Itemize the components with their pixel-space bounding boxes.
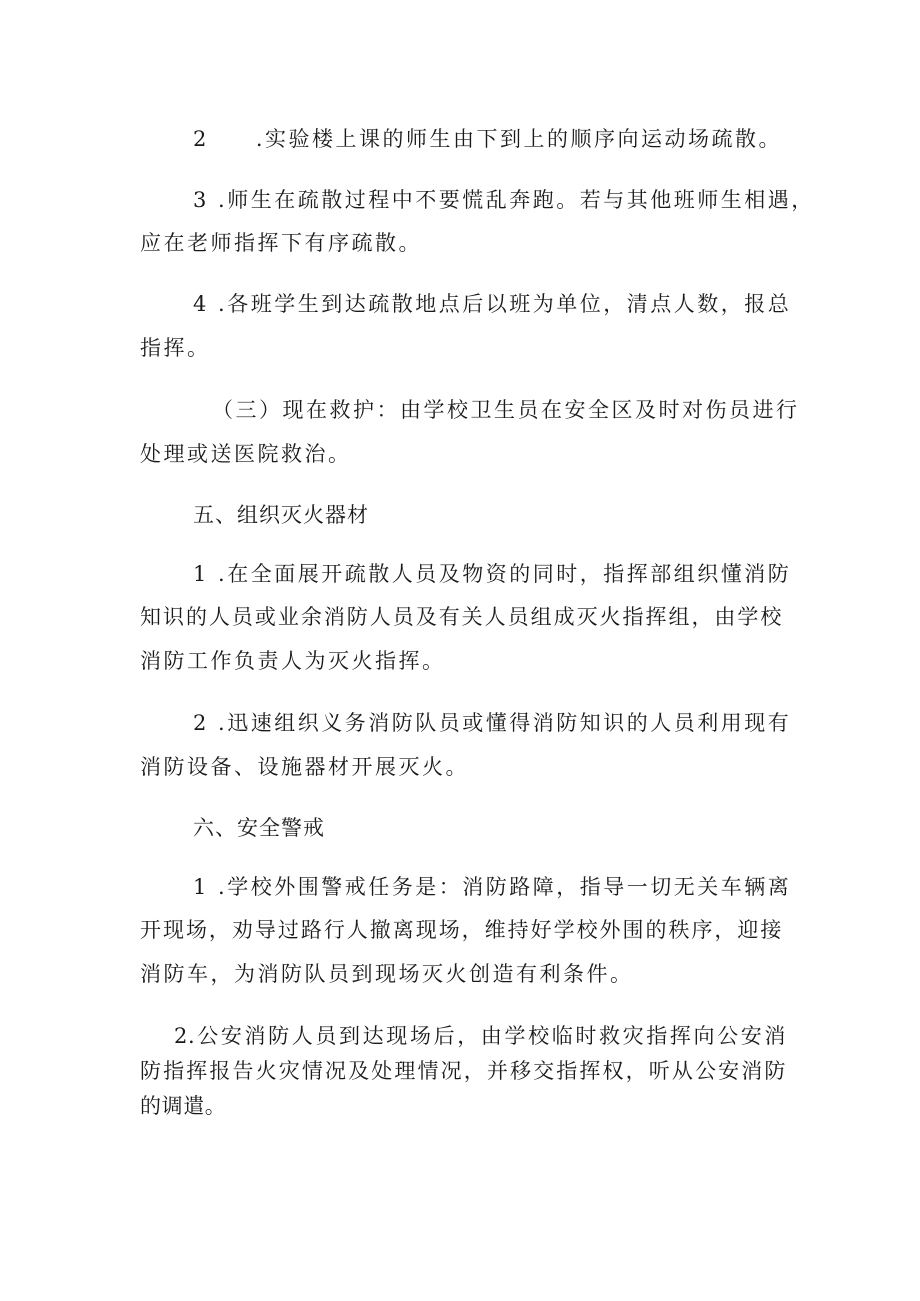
s6-item-2-line-1: 2.公安消防人员到达现场后，由学校临时救灾指挥向公安消	[174, 1024, 786, 1048]
s5-item-1-line-2: 知识的人员或业余消防人员及有关人员组成灭火指挥组，由学校	[140, 605, 783, 629]
item-3-line-2: 应在老师指挥下有序疏散。	[140, 231, 422, 255]
item-4-line-2: 指挥。	[140, 336, 211, 360]
item-2-lab-evacuation: 2 .实验楼上课的师生由下到上的顺序向运动场疏散。	[193, 127, 783, 151]
section-6-heading: 六、安全警戒	[193, 816, 325, 840]
item-4-line-1: 4 .各班学生到达疏散地点后以班为单位，清点人数，报总	[193, 292, 792, 316]
s6-item-2-line-3: 的调遣。	[140, 1094, 227, 1118]
item-3-line-1: 3 .师生在疏散过程中不要慌乱奔跑。若与其他班师生相遇，	[193, 188, 815, 212]
section-5-heading: 五、组织灭火器材	[193, 503, 369, 527]
rescue-line-2: 处理或送医院救治。	[140, 442, 352, 466]
s5-item-1-line-3: 消防工作负责人为灭火指挥。	[140, 649, 446, 673]
s5-item-2-line-2: 消防设备、设施器材开展灭火。	[140, 755, 469, 779]
s6-item-1-line-2: 开现场，劝导过路行人撤离现场，维持好学校外围的秩序，迎接	[140, 918, 783, 942]
rescue-line-1: （三）现在救护：由学校卫生员在安全区及时对伤员进行	[212, 398, 800, 422]
s6-item-2-line-2: 防指挥报告火灾情况及处理情况，并移交指挥权，听从公安消防	[140, 1059, 786, 1083]
s6-item-1-line-3: 消防车，为消防队员到现场灭火创造有利条件。	[140, 962, 634, 986]
s6-item-1-line-1: 1 .学校外围警戒任务是：消防路障，指导一切无关车辆离	[193, 875, 792, 899]
s5-item-2-line-1: 2 .迅速组织义务消防队员或懂得消防知识的人员利用现有	[193, 711, 792, 735]
s5-item-1-line-1: 1 .在全面展开疏散人员及物资的同时，指挥部组织懂消防	[193, 562, 792, 586]
